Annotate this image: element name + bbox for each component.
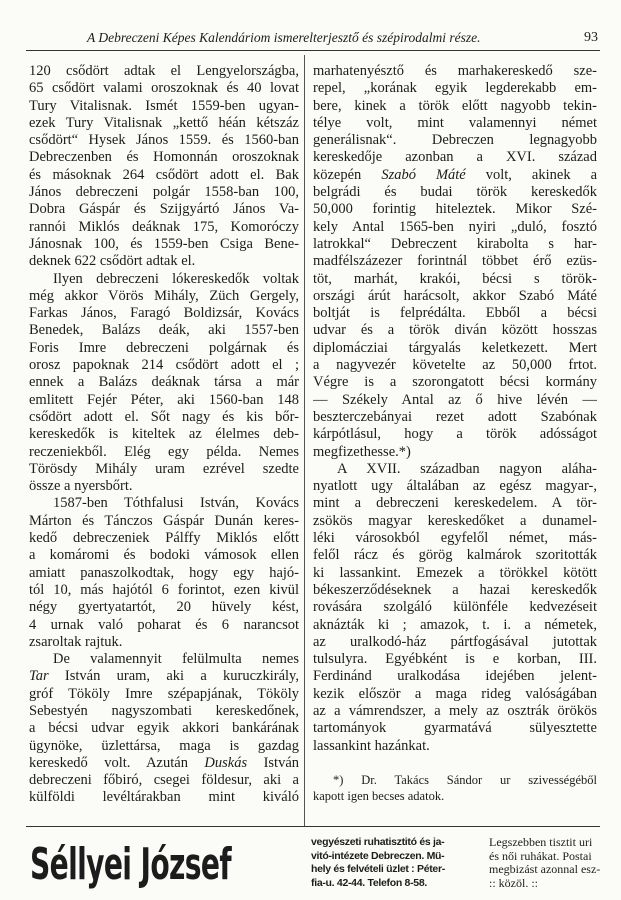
advertisement-note (489, 836, 601, 890)
text-segment: volt, akinek a (465, 166, 597, 183)
text-line: ennek a Balázs deáknak társa a már (29, 374, 299, 391)
header-rule (26, 50, 600, 51)
text-line: generálisnak“. Debreczen legnagyobb (313, 132, 597, 149)
text-line: Márton és Tánczos Gáspár Dunán keres- (29, 512, 299, 529)
text-line: rovására szolgáló különféle kedvezéseit (313, 599, 597, 616)
text-line: zsaroltak rajtuk. (29, 633, 123, 650)
text-line: tartományok gyarmatává sülyesztette (313, 720, 597, 737)
text-line: rannói Miklós deáknak 175, Komoróczy (29, 218, 299, 235)
footnote (313, 772, 597, 804)
text-segment: István uram, aki a kuruczkirály, (48, 668, 299, 685)
text-line: csődört adott el. Sőt nagy és kis bőr- (29, 408, 299, 425)
text-line: csődört“ Hysek János 1559. és 1560-ban (29, 132, 299, 149)
text-line: János debreczeni polgár 1558-ban 100, (29, 184, 299, 201)
text-segment: közepén (313, 166, 382, 183)
text-line: Foris Imre debreczeni polgárnak és (29, 339, 299, 356)
text-line: Végre is a szorongatott bécsi kormány (313, 374, 597, 391)
italic-name: Tar (29, 668, 49, 685)
text-line: tól 10, más hajótól 6 forintot, ezen kivül (29, 581, 299, 598)
paragraph (29, 651, 299, 807)
text-line: léki városokból egyfelől német, más- (313, 530, 597, 547)
text-line: töt, marhát, krakói, bécsi s török- (313, 270, 597, 287)
text-line: debreczeni főbiró, csegei földesur, aki a (29, 772, 299, 789)
text-line: latrokkal“ Debreczent kirabolta s har- (313, 235, 597, 252)
text-line: Benedek, Balázs deák, aki 1557-ben (29, 322, 299, 339)
text-line: kereskedők is kiteltek az élelmes deb- (29, 426, 299, 443)
italic-name: Duskás (204, 754, 248, 771)
running-header (35, 30, 598, 48)
text-line: Dobra Gáspár és Szijgyártó János Va- (29, 201, 299, 218)
text-line: beszterczebányai rezet adott Szabónak (313, 408, 597, 425)
ad-line: vegyészeti ruhatisztitó és ja- (311, 836, 445, 848)
text-segment: kereskedő volt. Azután (29, 754, 205, 771)
text-line: Farkas János, Faragó Boldizsár, Kovács (29, 305, 299, 322)
text-line: lassankint hazánkat. (313, 737, 430, 754)
text-line: Sebestyén nagyszombati kereskedőnek, (29, 702, 299, 719)
ad-line: Legszebben tisztit uri (489, 836, 593, 849)
italic-name: Szabó Máté (381, 166, 466, 183)
text-line: 50,000 forintig hiteleztek. Mikor Szé- (313, 201, 597, 218)
text-line: a komáromi és bodoki vámosok ellen (29, 547, 299, 564)
text-line: amiatt panaszolkodtak, hogy egy hajó- (29, 564, 299, 581)
text-line: Jánosnak 100, és 1559-ben Csiga Bene- (29, 235, 299, 252)
text-line: és másoknak 264 csődört adott el. Bak (29, 166, 299, 183)
text-line: A XVII. században nagyon aláha- (337, 460, 597, 477)
text-line: deknek 622 csődört adtak el. (29, 253, 196, 270)
text-line: ki lassankint. Emezek a törökkel kötött (313, 564, 597, 581)
footnote-line: kapott igen becses adatok. (313, 789, 445, 803)
text-line: Törösdy Mihály uram ezrével szedte (29, 460, 299, 477)
ad-line: :: közöl. :: (489, 876, 538, 890)
text-line: De valamennyit felülmulta nemes (53, 651, 299, 668)
text-line: — Székely Antal az ő hive lévén — (313, 391, 597, 408)
text-line: Ilyen debreczeni lókereskedők voltak (53, 270, 299, 287)
text-line: Debreczenben és Homonnán oroszoknak (29, 149, 299, 166)
text-line: repel, „korának egyik legderekabb em- (313, 80, 597, 97)
text-line: kárpótlásul, hogy a török adósságot (313, 426, 597, 443)
text-line: belgrádi és budai török kereskedők (313, 184, 597, 201)
text-line: kezik először a maga rideg valóságában (313, 685, 597, 702)
text-line (29, 755, 299, 772)
text-line: mint a debreczeni kereskedelem. A tör- (313, 495, 597, 512)
text-line: ezek Tury Vitalisnak „kettő héán kétszáz (29, 114, 299, 131)
text-line: négy gyertyatartót, 20 hüvely kést, (29, 599, 299, 616)
text-line: az uralkodó-ház pártfogásával jutottak (313, 633, 597, 650)
paragraph (29, 495, 299, 651)
text-line: 4 urnak való poharat és 6 narancsot (29, 616, 299, 633)
page-number: 93 (584, 30, 598, 45)
ad-line: és női ruhákat. Postai (489, 849, 592, 863)
text-line: diplomácziai tárgyalás keletkezett. Mert (313, 339, 597, 356)
column-divider (304, 55, 305, 826)
text-line: marhatenyésztő és marhakereskedő sze- (313, 63, 597, 79)
text-line: össze a nyersbőrt. (29, 478, 133, 495)
text-line: madfélszázezer forintnál többet érő ezüs- (313, 253, 597, 270)
text-line: még akkor Vörös Mihály, Züch Gergely, (29, 287, 299, 304)
text-line: 65 csődört valami oroszoknak és 40 lovat (29, 80, 299, 97)
text-line: a nagyvezér követelte az 50,000 frtot. (313, 357, 597, 374)
footnote-line: *) Dr. Takács Sándor ur szivességéből (333, 773, 597, 787)
advertisement-description (311, 836, 483, 890)
text-line: gróf Tököly Imre szépapjának, Tököly (29, 685, 299, 702)
paragraph (29, 63, 299, 271)
text-line: külföldi levéltárakban mint kiváló (29, 789, 299, 806)
ad-line: hely és felvételi üzlet : Péter- (311, 863, 445, 875)
text-line: kedő debreczeniek Pálffy Miklós előtt (29, 530, 299, 547)
text-line: boltját is felprédálta. Ebből a bécsi (313, 305, 597, 322)
paragraph (313, 63, 597, 461)
text-line: békeszerződéseknek a hazai kereskedők (313, 581, 597, 598)
running-title: A Debreczeni Képes Kalendáriom ismerelterjesztő és szépirodalmi része. (87, 30, 481, 45)
ad-line: vitó-intézete Debreczen. Mü- (311, 849, 445, 862)
text-line (29, 668, 299, 685)
text-line: Ferdinánd uralkodása idejében jelent- (313, 668, 597, 685)
ad-line: fia-u. 42-44. Telefon 8-58. (311, 876, 427, 889)
text-line: nyatlott ugy általában az egész magyar-, (313, 478, 597, 495)
text-line: tulsulyra. Egyébként is e korban, III. (313, 651, 597, 668)
text-line: országi árút harácsolt, akkor Szabó Máté (313, 287, 597, 304)
text-line: ügynöke, üzlettársa, maga is gazdag (29, 737, 299, 754)
advertisement-name: Séllyei József (30, 839, 231, 890)
text-line: aknázták ki ; amazok, t. i. a németek, (313, 616, 597, 633)
text-line: bere, kinek a török előtt nagyobb tekin- (313, 97, 597, 114)
text-line: zsökös magyar kereskedőket a dunamel- (313, 512, 597, 529)
text-line: az a vámrendszer, a mely az osztrák örökös (313, 702, 597, 719)
text-line: 120 csődört adtak el Lengyelországba, (29, 63, 299, 79)
paragraph (313, 461, 597, 755)
right-column (313, 63, 597, 755)
text-line: kely Antal 1565-ben nyiri „duló, fosztó (313, 218, 597, 235)
text-line: felől rácz és görög kalmárok szoritották (313, 547, 597, 564)
ad-line: megbizást azonnal esz- (489, 863, 601, 876)
text-line: Tury Vitalisnak. Ismét 1559-ben ugyan- (29, 97, 299, 114)
text-segment: István (247, 754, 299, 771)
paragraph (29, 271, 299, 496)
text-line: a bécsi udvar egyik akkori bankárának (29, 720, 299, 737)
text-line: kereskedője azonban a XVI. század (313, 149, 597, 166)
left-column (29, 63, 299, 807)
advertisement-rule (26, 826, 600, 827)
text-line (313, 167, 597, 184)
text-line: 1587-ben Tóthfalusi István, Kovács (53, 495, 299, 512)
text-line: télye volt, mint valamennyi német (313, 114, 597, 131)
text-line: emlitett Fejér Péter, aki 1560-ban 148 (29, 391, 299, 408)
text-line: reczeniekből. Elég egy példa. Nemes (29, 443, 299, 460)
text-line: udvar és a török diván között hosszas (313, 322, 597, 339)
text-line: megfizethesse.*) (313, 443, 411, 460)
text-line: orosz papoknak 214 csődört adott el ; (29, 357, 299, 374)
